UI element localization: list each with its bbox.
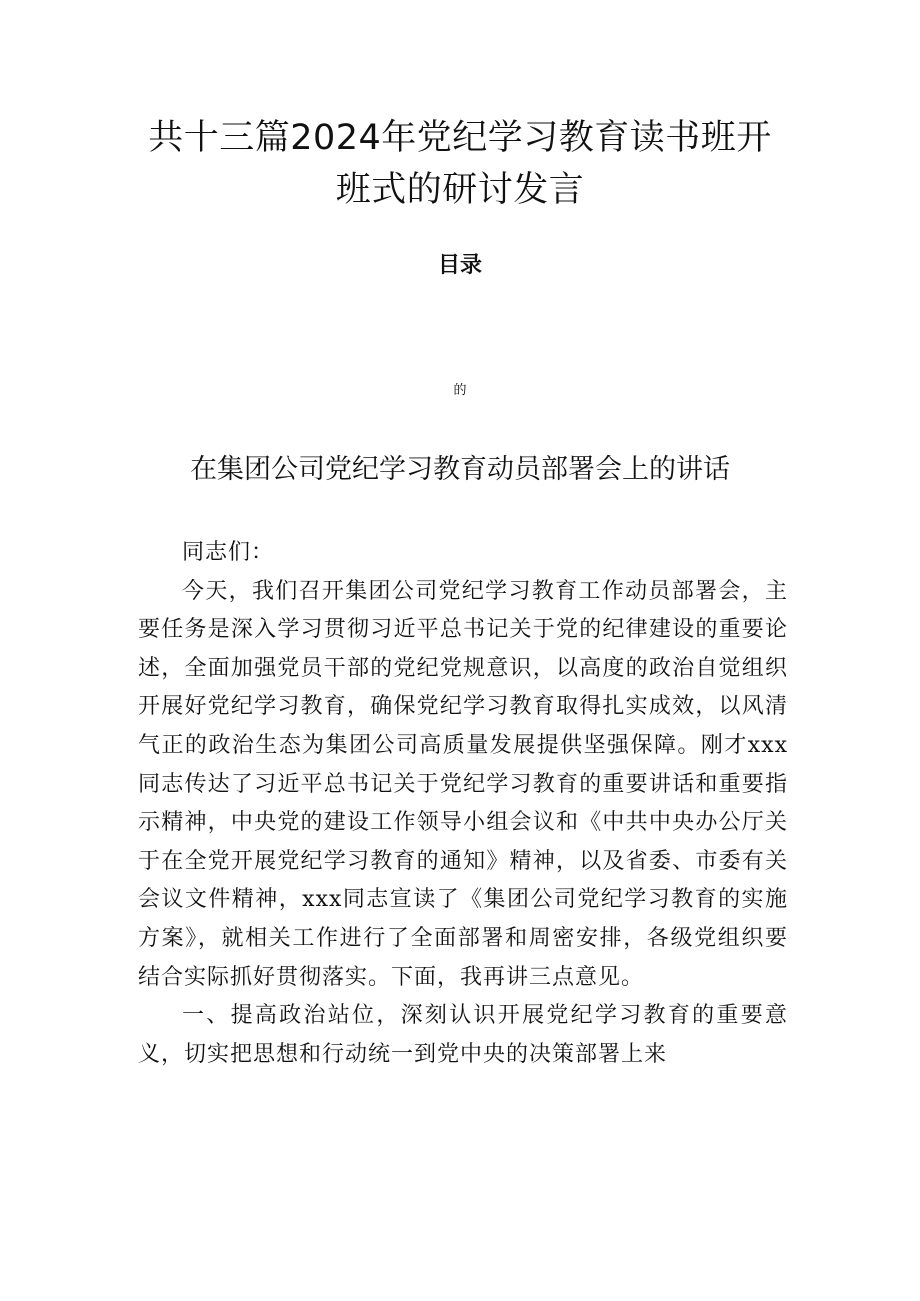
salutation-paragraph: 同志们： bbox=[182, 540, 275, 565]
speech-body bbox=[138, 534, 788, 1074]
section-heading-paragraph: 一、提高政治站位，深刻认识开展党纪学习教育的重要意义，切实把思想和行动统一到党中央的决策部署上来 bbox=[138, 1003, 788, 1067]
toc-entry: 的 bbox=[453, 383, 467, 398]
toc-heading: 目录 bbox=[437, 253, 482, 278]
document-title: 共十三篇2024年党纪学习教育读书班开班式的研讨发言 bbox=[148, 118, 772, 210]
body-paragraph: 今天，我们召开集团公司党纪学习教育工作动员部署会，主要任务是深入学习贯彻习近平总书记关于党的纪律建设的重要论述，全面加强党员干部的党纪党规意识，以高度的政治自觉组织开展好党纪学习教育，确保党纪学习教育取得扎实成效，以风清气正的政治生态为集团公司高质量发展提供坚强保障。刚才xxx同志传达了习近平总书记关于党纪学习教育的重要讲话和重要指示精神，中央党的建设工作领导小组会议和《中共中央办公厅关于在全党开展党纪学习教育的通知》精神，以及省委、市委有关会议文件精神，xxx同志宣读了《集团公司党纪学习教育的实施方案》，就相关工作进行了全面部署和周密安排，各级党组织要结合实际抓好贯彻落实。下面，我再讲三点意见。 bbox=[138, 578, 788, 990]
speech-title: 在集团公司党纪学习教育动员部署会上的讲话 bbox=[190, 454, 730, 485]
